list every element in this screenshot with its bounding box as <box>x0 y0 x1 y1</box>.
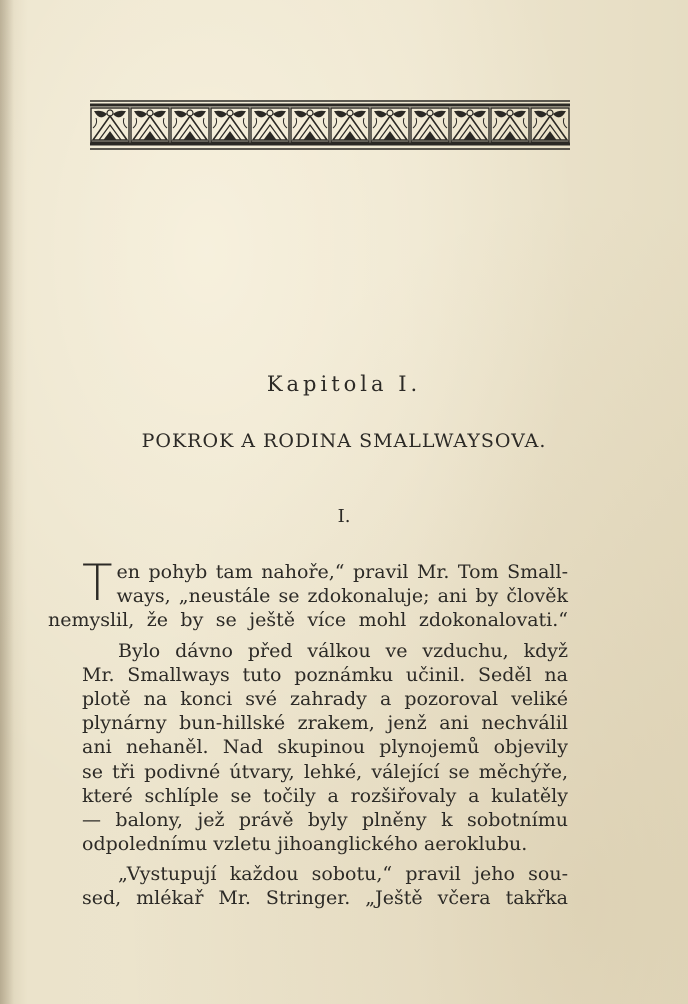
text-line: Bylo dávno před válkou ve vzduchu, když <box>118 639 568 662</box>
text-line: nemyslil, že by se ještě více mohl zdokonalovati.“ <box>48 609 568 632</box>
text-line: sed, mlékař Mr. Stringer. „Ještě včera takřka <box>82 887 568 910</box>
text-line: — balony, jež právě byly plněny k sobotnímu <box>82 808 568 831</box>
decorative-header-ornament <box>90 98 570 156</box>
binding-shadow <box>0 0 14 1004</box>
text-line: ways, „neustále se zdokonaluje; ani by člověk <box>116 585 568 608</box>
text-line: odpolednímu vzletu jihoanglického aeroklubu. <box>82 833 528 856</box>
section-number: I. <box>337 506 351 527</box>
text-line: ani nehaněl. Nad skupinou plynojemů objevily <box>82 736 568 759</box>
paragraph-2 <box>82 639 568 857</box>
text-line: plotě na konci své zahrady a pozoroval veliké <box>82 687 568 710</box>
text-line: se tři podivné útvary, lehké, válející se měchýře, <box>82 760 568 783</box>
text-line: en pohyb tam nahoře,“ pravil Mr. Tom Small- <box>116 561 568 583</box>
text-line: Mr. Smallways tuto poznámku učinil. Seděl na <box>82 663 568 686</box>
text-line: plynárny bun-hillské zrakem, jenž ani nechválil <box>82 712 568 735</box>
text-line: „Vystupují každou sobotu,“ pravil jeho sou- <box>118 863 568 886</box>
paragraph-3 <box>82 862 568 910</box>
text-line: které schlíple se točily a rozšiřovaly a kulatěly <box>82 784 568 807</box>
chapter-title: POKROK A RODINA SMALLWAYSOVA. <box>141 430 547 452</box>
drop-cap-letter: T <box>82 554 113 612</box>
chapter-label: Kapitola I. <box>266 372 422 396</box>
chapter-body <box>48 554 568 911</box>
paragraph-1 <box>48 554 568 633</box>
